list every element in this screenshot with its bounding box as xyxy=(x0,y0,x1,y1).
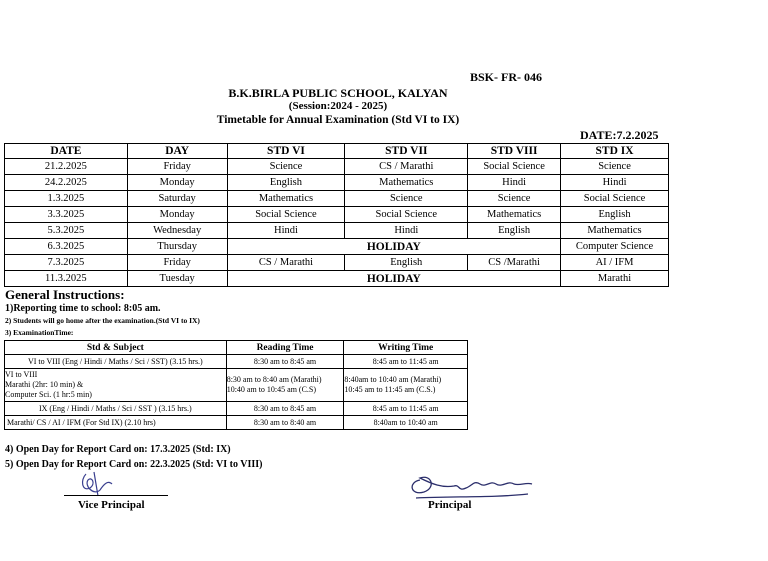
cell-std7: CS / Marathi xyxy=(345,159,468,175)
cell-std9: Computer Science xyxy=(561,239,669,255)
cell-subject: IX (Eng / Hindi / Maths / Sci / SST ) (3.15 hrs.) xyxy=(5,402,227,416)
cell-day: Tuesday xyxy=(127,271,227,287)
cell-day: Monday xyxy=(127,175,227,191)
col-header-writing: Writing Time xyxy=(344,341,468,355)
cell-std8: Social Science xyxy=(468,159,561,175)
col-header-subject: Std & Subject xyxy=(5,341,227,355)
cell-std9: Hindi xyxy=(561,175,669,191)
instructions-title: General Instructions: xyxy=(5,287,125,302)
cell-std9: English xyxy=(561,207,669,223)
table-row xyxy=(5,175,669,191)
cell-day: Saturday xyxy=(127,191,227,207)
table-row xyxy=(5,239,669,255)
table-row xyxy=(5,255,669,271)
cell-std7: Mathematics xyxy=(345,175,468,191)
instruction-exam-time: 3) ExaminationTime: xyxy=(5,328,74,337)
cell-std9: Social Science xyxy=(561,191,669,207)
exam-time-table xyxy=(4,340,468,430)
instruction-reporting-time: 1)Reporting time to school: 8:05 am. xyxy=(5,303,161,314)
subject-line: VI to VIII xyxy=(5,370,38,379)
cell-writing: 8:45 am to 11:45 am xyxy=(344,355,468,369)
form-number: BSK- FR- 046 xyxy=(470,70,542,84)
table-row xyxy=(5,416,468,430)
open-day-ix: 4) Open Day for Report Card on: 17.3.2025 (Std: IX) xyxy=(5,444,231,455)
cell-day: Friday xyxy=(127,159,227,175)
cell-std8: Mathematics xyxy=(468,207,561,223)
cell-date: 11.3.2025 xyxy=(5,271,128,287)
cell-std6: Social Science xyxy=(227,207,345,223)
writing-line: 8:40am to 10:40 am (Marathi) xyxy=(344,375,442,384)
col-header-std7: STD VII xyxy=(345,144,468,159)
vice-principal-signature-line xyxy=(64,495,168,496)
cell-std7: Hindi xyxy=(345,223,468,239)
cell-subject xyxy=(5,369,227,402)
col-header-reading: Reading Time xyxy=(226,341,344,355)
document-date: DATE:7.2.2025 xyxy=(580,128,659,142)
cell-std7: Science xyxy=(345,191,468,207)
cell-std7: English xyxy=(345,255,468,271)
cell-std6: English xyxy=(227,175,345,191)
cell-std6: CS / Marathi xyxy=(227,255,345,271)
table-row xyxy=(5,207,669,223)
cell-std6: Science xyxy=(227,159,345,175)
principal-label: Principal xyxy=(428,499,472,511)
writing-line: 10:45 am to 11:45 am (C.S.) xyxy=(344,385,436,394)
cell-std8: English xyxy=(468,223,561,239)
subject-line: Computer Sci. (1 hr:5 min) xyxy=(5,390,92,399)
cell-std9: AI / IFM xyxy=(561,255,669,271)
cell-day: Thursday xyxy=(127,239,227,255)
col-header-std6: STD VI xyxy=(227,144,345,159)
cell-date: 6.3.2025 xyxy=(5,239,128,255)
table-row xyxy=(5,159,669,175)
open-day-vi-viii: 5) Open Day for Report Card on: 22.3.2025 (Std: VI to VIII) xyxy=(5,459,263,470)
cell-date: 3.3.2025 xyxy=(5,207,128,223)
instruction-go-home: 2) Students will go home after the examination.(Std VI to IX) xyxy=(5,316,200,325)
table-row xyxy=(5,369,468,402)
cell-std9: Science xyxy=(561,159,669,175)
reading-line: 8:30 am to 8:40 am (Marathi) xyxy=(226,375,322,384)
exam-timetable xyxy=(4,143,669,287)
reading-line: 10:40 am to 10:45 am (C.S) xyxy=(226,385,317,394)
cell-subject: VI to VIII (Eng / Hindi / Maths / Sci / SST) (3.15 hrs.) xyxy=(5,355,227,369)
cell-day: Monday xyxy=(127,207,227,223)
cell-std9: Marathi xyxy=(561,271,669,287)
holiday-cell: HOLIDAY xyxy=(227,271,561,287)
table-row xyxy=(5,355,468,369)
exam-time-header-row xyxy=(5,341,468,355)
cell-std8: CS /Marathi xyxy=(468,255,561,271)
cell-day: Friday xyxy=(127,255,227,271)
table-row xyxy=(5,223,669,239)
subject-line: Marathi (2hr: 10 min) & xyxy=(5,380,84,389)
col-header-std8: STD VIII xyxy=(468,144,561,159)
cell-writing: 8:40am to 10:40 am xyxy=(344,416,468,430)
cell-reading: 8:30 am to 8:45 am xyxy=(226,402,344,416)
cell-date: 24.2.2025 xyxy=(5,175,128,191)
cell-std8: Hindi xyxy=(468,175,561,191)
cell-writing xyxy=(344,369,468,402)
session-label: (Session:2024 - 2025) xyxy=(288,100,388,112)
cell-reading: 8:30 am to 8:40 am xyxy=(226,416,344,430)
col-header-date: DATE xyxy=(5,144,128,159)
cell-date: 7.3.2025 xyxy=(5,255,128,271)
cell-std6: Mathematics xyxy=(227,191,345,207)
cell-date: 21.2.2025 xyxy=(5,159,128,175)
cell-reading: 8:30 am to 8:45 am xyxy=(226,355,344,369)
cell-writing: 8:45 am to 11:45 am xyxy=(344,402,468,416)
cell-day: Wednesday xyxy=(127,223,227,239)
cell-std7: Social Science xyxy=(345,207,468,223)
cell-reading xyxy=(226,369,344,402)
col-header-std9: STD IX xyxy=(561,144,669,159)
cell-date: 5.3.2025 xyxy=(5,223,128,239)
cell-subject: Marathi/ CS / AI / IFM (For Std IX) (2.10 hrs) xyxy=(5,416,227,430)
school-name: B.K.BIRLA PUBLIC SCHOOL, KALYAN xyxy=(228,86,448,100)
document-title: Timetable for Annual Examination (Std VI to IX) xyxy=(216,114,460,126)
timetable-header-row xyxy=(5,144,669,159)
col-header-day: DAY xyxy=(127,144,227,159)
table-row xyxy=(5,271,669,287)
holiday-cell: HOLIDAY xyxy=(227,239,561,255)
principal-signature xyxy=(402,466,542,502)
cell-std8: Science xyxy=(468,191,561,207)
cell-date: 1.3.2025 xyxy=(5,191,128,207)
vice-principal-label: Vice Principal xyxy=(78,499,145,511)
table-row xyxy=(5,402,468,416)
cell-std6: Hindi xyxy=(227,223,345,239)
cell-std9: Mathematics xyxy=(561,223,669,239)
table-row xyxy=(5,191,669,207)
